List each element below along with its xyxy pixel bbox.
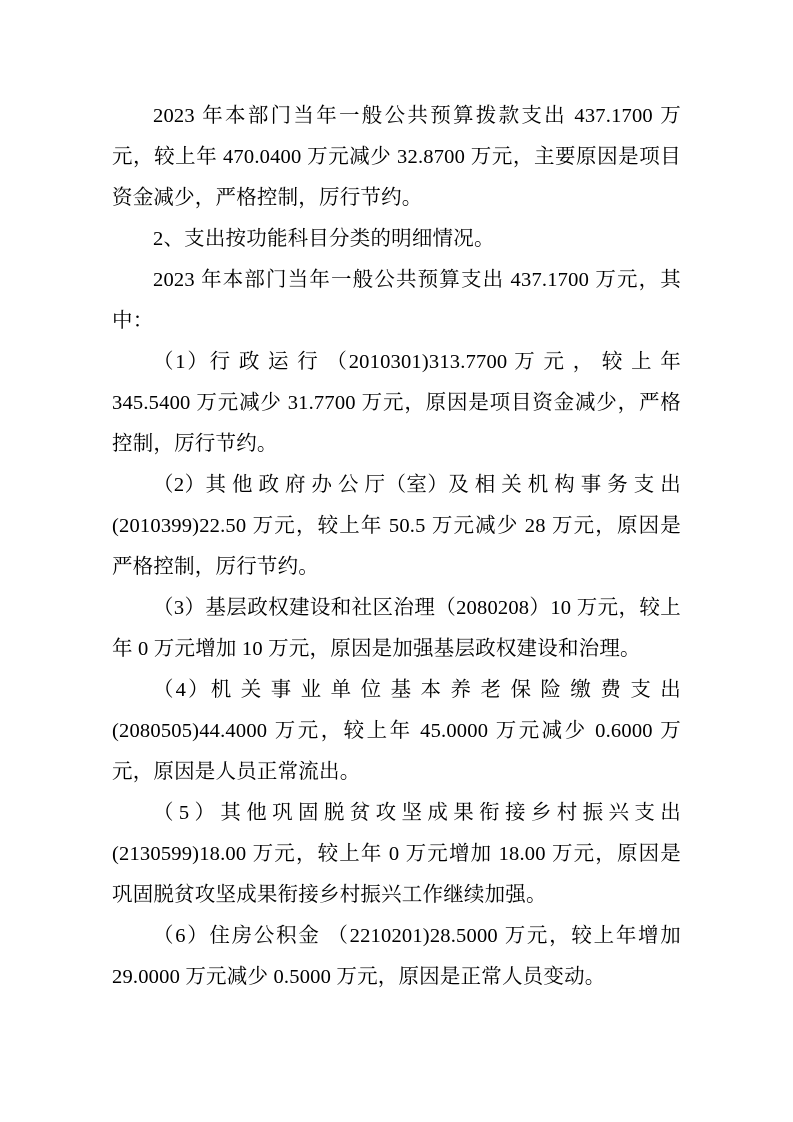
paragraph: （5）其他巩固脱贫攻坚成果衔接乡村振兴支出(2130599)18.00 万元，较上年 0 万元增加 18.00 万元，原因是巩固脱贫攻坚成果衔接乡村振兴工作继续加强。 (112, 802, 681, 906)
paragraph: （1）行 政 运 行 （2010301)313.7700 万 元 ， 较 上 年 345.5400 万元减少 31.7700 万元，原因是项目资金减少，严格控制，厉行节约。 (112, 351, 681, 455)
paragraph: 2、支出按功能科目分类的明细情况。 (153, 228, 495, 250)
document-body (112, 96, 681, 998)
paragraph: （3）基层政权建设和社区治理（2080208）10 万元，较上年 0 万元增加 10 万元，原因是加强基层政权建设和治理。 (112, 597, 681, 660)
paragraph: （2）其 他 政 府 办 公 厅（室）及 相 关 机 构 事 务 支 出 (2010399)22.50 万元，较上年 50.5 万元减少 28 万元，原因是严格控制，厉行节约。 (112, 474, 681, 578)
paragraph: 2023 年本部门当年一般公共预算支出 437.1700 万元，其中： (112, 269, 681, 332)
paragraph: （6）住房公积金 （2210201)28.5000 万元，较上年增加 29.0000 万元减少 0.5000 万元，原因是正常人员变动。 (112, 925, 681, 988)
paragraph: （4）机 关 事 业 单 位 基 本 养 老 保 险 缴 费 支 出 (2080505)44.4000 万元，较上年 45.0000 万元减少 0.6000 万元，原因是人员正常流出。 (112, 679, 681, 783)
paragraph: 2023 年本部门当年一般公共预算拨款支出 437.1700 万元，较上年 470.0400 万元减少 32.8700 万元，主要原因是项目资金减少，严格控制，厉行节约。 (112, 105, 681, 209)
